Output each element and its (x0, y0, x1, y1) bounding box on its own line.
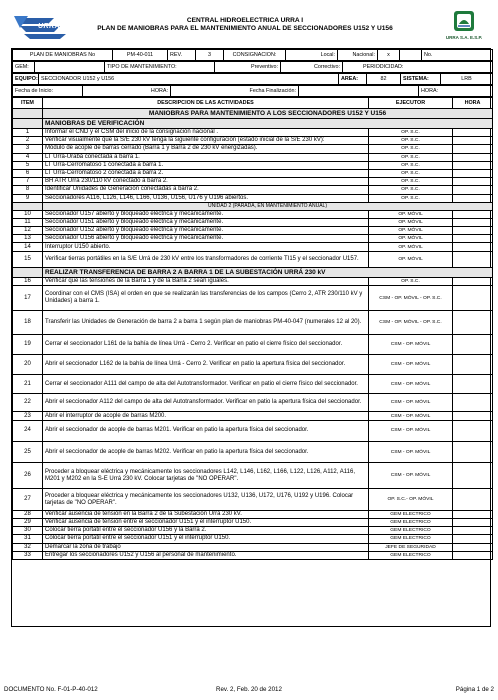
activity-number: 17 (13, 286, 43, 311)
activity-description: Verificar visualmente que la S/E 230 kV tenga la siguiente configuración (estado inicial de la S/E 230 kV): (43, 137, 369, 145)
activity-executor: OP. S.C. (369, 129, 453, 137)
company-seal (442, 10, 486, 44)
activity-description: Interruptor U150 abierto. (43, 243, 369, 251)
fecha-inicio-label: Fecha de Inicio: (13, 86, 83, 97)
activity-description: Abrir el seccionador de acople de barras M201. Verificar en patio la apertura física del seccionador. (43, 420, 369, 441)
activity-row (13, 355, 493, 375)
title-line-1: CENTRAL HIDROELECTRICA URRA I (186, 17, 304, 24)
activity-description: Verificar ausencia de tensión en la Barra 2 de la Subestación Urrá 230 kV. (43, 510, 369, 518)
activity-number: 19 (13, 335, 43, 355)
activity-row (13, 218, 493, 226)
activity-hour[interactable] (453, 145, 493, 153)
activity-row (13, 243, 493, 251)
activity-hour[interactable] (453, 235, 493, 243)
hora-label: HORA: (83, 86, 171, 97)
activity-hour[interactable] (453, 535, 493, 543)
consignacion-label: CONSIGNACION: (224, 50, 286, 61)
plan-label: PLAN DE MANIOBRAS No (13, 50, 113, 61)
activity-row (13, 186, 493, 194)
activity-number: 18 (13, 310, 43, 335)
activity-row (13, 210, 493, 218)
activity-row (13, 137, 493, 145)
activity-row (13, 153, 493, 161)
activity-description: Transferir las Unidades de Generación de barra 2 a barra 1 según plan de maniobras PM-40-047 (numerales 12 al 20). (43, 310, 369, 335)
activity-description: Abrir el seccionador L162 de la bahía de línea Urrá - Cerro 2. Verificar en patio la apertura física del seccionador. (43, 355, 369, 375)
activity-executor: CSM - OP. MÓVIL (369, 441, 453, 462)
activity-number: 14 (13, 243, 43, 251)
sistema-label: SISTEMA: (401, 74, 441, 85)
section-title: MANIOBRAS PARA MANTENIMIENTO A LOS SECCIONADORES U152 Y U156 (43, 109, 493, 119)
activity-number: 25 (13, 441, 43, 462)
activity-description: Demarcar la zona de trabajo (43, 543, 369, 551)
activity-hour[interactable] (453, 310, 493, 335)
activity-row (13, 169, 493, 177)
activity-description: LT Urrá-Cerromatoso 1 conectada a barra 1. (43, 161, 369, 169)
title-line-2: PLAN DE MANIOBRAS PARA EL MANTENIMIENTO ANUAL DE SECCIONADORES U152 Y U156 (97, 25, 393, 32)
section-header (13, 119, 493, 129)
activity-executor: OP. S.C. (369, 137, 453, 145)
activity-executor: CSM - OP. MÓVIL (369, 420, 453, 441)
activity-description: Verificar ausencia de tension entre el seccionador U151 y el interruptor U150. (43, 518, 369, 526)
activity-number: 5 (13, 161, 43, 169)
activity-executor: GEM ELECTRICO (369, 510, 453, 518)
activity-number: 26 (13, 463, 43, 489)
preventivo-label: Preventivo: (215, 62, 281, 73)
plan-value[interactable]: PM-40-011 (113, 50, 168, 61)
activity-executor: CSM - OP. MÓVIL (369, 412, 453, 420)
activity-executor: OP. S.C.- OP. MÓVIL (369, 489, 453, 510)
activity-description: Proceder a bloquear eléctrica y mecánicamente los seccionadores U132, U136, U172, U176, U192 y U196. Colocar tarjetas de "NO OPERAR". (43, 489, 369, 510)
activity-number: 11 (13, 218, 43, 226)
activity-row (13, 489, 493, 510)
activity-hour[interactable] (453, 518, 493, 526)
rev-label: REV. (168, 50, 196, 61)
activity-number: 30 (13, 527, 43, 535)
activity-description: Cerrar el seccionador A111 del campo de alta del Autotransformador. Verificar en patio el cierre físico del seccionador. (43, 374, 369, 394)
seal-text: URRA S.A. E.S.P. (445, 35, 483, 40)
activity-executor: OP. MÓVIL (369, 218, 453, 226)
activity-description: Seccionador U157 abierto y bloqueado eléctrica y mecánicamente. (43, 210, 369, 218)
activity-number: 15 (13, 251, 43, 267)
activity-executor: OP. MÓVIL (369, 227, 453, 235)
activity-executor: OP. S.C. (369, 278, 453, 286)
area-label: AREA: (339, 74, 367, 85)
activity-number: 8 (13, 186, 43, 194)
form-header (12, 49, 493, 61)
fecha-fin-label: Fecha Finalización: (171, 86, 299, 97)
activity-number: 16 (13, 278, 43, 286)
activity-hour[interactable] (453, 137, 493, 145)
activity-executor: CSM - OP. MÓVIL (369, 374, 453, 394)
activity-description: Cerrar el seccionador L161 de la bahía de línea Urrá - Cerro 2. Verificar en patio el cierre físico del seccionador. (43, 335, 369, 355)
activity-executor: OP. S.C. (369, 145, 453, 153)
area-value[interactable]: 82 (367, 74, 401, 85)
hora2-label: HORA: (419, 86, 493, 97)
activity-executor: JEFE DE SEGURIDAD (369, 543, 453, 551)
activity-hour[interactable] (453, 463, 493, 489)
activity-row (13, 235, 493, 243)
activity-description: Colocar tierra portatil entre el seccionador U151 y el interruptor U150. (43, 535, 369, 543)
activity-hour[interactable] (453, 194, 493, 202)
activity-number: 22 (13, 394, 43, 412)
activity-row (13, 510, 493, 518)
activity-executor: CSM - OP. MÓVIL (369, 335, 453, 355)
activity-row (13, 178, 493, 186)
activity-hour[interactable] (453, 218, 493, 226)
activity-hour[interactable] (453, 374, 493, 394)
activity-executor: OP. S.C. (369, 194, 453, 202)
activity-description: Verificar que las tensiones de la Barra 1 y de la Barra 2 sean iguales. (43, 278, 369, 286)
activity-description: Proceder a bloquear eléctrica y mecánicamente los seccionadores L142, L146, L162, L166, L122, L126, A112, A116, M201 y M202 en la S-E Urrá 230 kV. Colocar tarjetas de "NO OPERAR". (43, 463, 369, 489)
logo-text: URRA (38, 23, 61, 30)
activity-hour[interactable] (453, 551, 493, 559)
activity-description: Identificar Unidades de Generación conectadas a barra 2. (43, 186, 369, 194)
activity-row (13, 310, 493, 335)
activity-row (13, 441, 493, 462)
sistema-value[interactable]: LRB (441, 74, 493, 85)
activity-hour[interactable] (453, 129, 493, 137)
activity-number: 32 (13, 543, 43, 551)
activity-number: 10 (13, 210, 43, 218)
activity-number: 9 (13, 194, 43, 202)
section-header (13, 109, 493, 119)
activity-row (13, 194, 493, 202)
activity-hour[interactable] (453, 335, 493, 355)
activity-number: 20 (13, 355, 43, 375)
activity-row (13, 251, 493, 267)
col-desc: DESCRIPCION DE LAS ACTIVIDADES (43, 98, 369, 109)
activity-number: 13 (13, 235, 43, 243)
activity-row (13, 535, 493, 543)
activity-hour[interactable] (453, 243, 493, 251)
activity-row (13, 227, 493, 235)
activity-hour[interactable] (453, 543, 493, 551)
activity-description: Seccionador U152 abierto y bloqueado eléctrica y mecánicamente. (43, 227, 369, 235)
activity-row (13, 335, 493, 355)
activity-row (13, 463, 493, 489)
activity-executor: OP. S.C. (369, 169, 453, 177)
activity-hour[interactable] (453, 510, 493, 518)
activity-hour[interactable] (453, 489, 493, 510)
activity-description: Abrir el seccionador A112 del campo de alta del Autotransformador. Verificar en patio la apertura física del seccionador. (43, 394, 369, 412)
activity-hour[interactable] (453, 161, 493, 169)
activity-executor: GEM ELECTRICO (369, 535, 453, 543)
activity-executor: OP. S.C. (369, 178, 453, 186)
section-title: REALIZAR TRANSFERENCIA DE BARRA 2 A BARRA 1 DE LA SUBESTACIÓN URRÁ 230 kV (43, 268, 493, 278)
nacional-label: Nacional: (338, 50, 378, 61)
activity-hour[interactable] (453, 251, 493, 267)
activity-executor: OP. MÓVIL (369, 243, 453, 251)
activity-hour[interactable] (453, 412, 493, 420)
activity-hour[interactable] (453, 227, 493, 235)
activity-description: Seccionador U156 abierto y bloqueado eléctrica y mecánicamente. (43, 235, 369, 243)
activity-description: Informar el CND y el CSM del inicio de la consignación nacional . (43, 129, 369, 137)
activity-description: LT Urrá-Cerromatoso 2 conectada a barra 2. (43, 169, 369, 177)
activity-number: 31 (13, 535, 43, 543)
activity-row (13, 374, 493, 394)
activity-row (13, 129, 493, 137)
activity-executor: CSM - OP. MÓVIL (369, 463, 453, 489)
activity-row (13, 412, 493, 420)
activity-number: 12 (13, 227, 43, 235)
no-label: No. (422, 50, 493, 61)
activity-number: 3 (13, 145, 43, 153)
activity-row (13, 161, 493, 169)
activity-row (13, 145, 493, 153)
activity-executor: CSM - OP. MÓVIL - OP. S.C. (369, 286, 453, 311)
activity-description: BH ATR Urrá 230/110 kV conectado a barra 2. (43, 178, 369, 186)
activity-row (13, 420, 493, 441)
activity-hour[interactable] (453, 178, 493, 186)
activity-hour[interactable] (453, 210, 493, 218)
activity-row (13, 394, 493, 412)
activity-hour[interactable] (453, 278, 493, 286)
activity-hour[interactable] (453, 355, 493, 375)
activity-number: 1 (13, 129, 43, 137)
activity-description: Seccionadores A116, L126, L146, L166, U136, U156, U176 y U196 abiertos. (43, 194, 369, 202)
activity-row (13, 551, 493, 559)
activity-description: Módulo de acople de barras cerrado (Barra 1 y Barra 2 de 230 kV energizadas). (43, 145, 369, 153)
periodicidad-label: PERIODICIDAD: (343, 62, 493, 73)
activity-executor: GEM ELECTRICO (369, 551, 453, 559)
activity-hour[interactable] (453, 527, 493, 535)
activity-hour[interactable] (453, 286, 493, 311)
company-logo (14, 14, 72, 40)
activity-row (13, 527, 493, 535)
activity-executor: OP. MÓVIL (369, 210, 453, 218)
subsection-title: UNIDAD 2 (PARADA, EN MANTENIMIENTO ANUAL) (43, 202, 493, 210)
activity-executor: OP. S.C. (369, 161, 453, 169)
activity-description: Entregar los seccionadores U152 y U156 al personal de mantenimiento. (43, 551, 369, 559)
activity-number: 2 (13, 137, 43, 145)
col-item: ITEM (13, 98, 43, 109)
equipo-label: EQUIPO: (13, 74, 39, 85)
activity-executor: GEM ELECTRICO (369, 527, 453, 535)
activity-number: 21 (13, 374, 43, 394)
activity-hour[interactable] (453, 420, 493, 441)
activity-executor: OP. S.C. (369, 153, 453, 161)
activity-number: 28 (13, 510, 43, 518)
activity-description: Coordinar con el CMS (ISA) el orden en que se realizarán las transferencias de los campos (Cerro 2, ATR 230/110 kV y Unidades) a barra 1. (43, 286, 369, 311)
activity-number: 7 (13, 178, 43, 186)
local-label: Local: (286, 50, 338, 61)
subsection-header (13, 202, 493, 210)
activity-number: 27 (13, 489, 43, 510)
activity-description: LT Urrá-Urabá conectada a barra 1. (43, 153, 369, 161)
footer-doc: DOCUMENTO No. F-01-P-40-012 (4, 686, 98, 693)
activity-executor: CSM - OP. MÓVIL (369, 394, 453, 412)
activity-executor: OP. S.C. (369, 186, 453, 194)
tipo-label: TIPO DE MANTENIMIENTO: (105, 62, 215, 73)
activity-executor: CSM - OP. MÓVIL (369, 355, 453, 375)
activity-hour[interactable] (453, 153, 493, 161)
gem-label: GEM: (13, 62, 35, 73)
activity-description: Abrir el interruptor de acople de barras M200. (43, 412, 369, 420)
activity-executor: OP. MÓVIL (369, 235, 453, 243)
activity-number: 33 (13, 551, 43, 559)
nacional-value[interactable]: x (378, 50, 400, 61)
rev-value[interactable]: 3 (196, 50, 224, 61)
activity-number: 24 (13, 420, 43, 441)
col-hora: HORA (453, 98, 493, 109)
footer-rev: Rev. 2, Feb. 20 de 2012 (216, 686, 282, 693)
activity-description: Seccionador U151 abierto y bloqueado eléctrica y mecánicamente. (43, 218, 369, 226)
col-ejecutor: EJECUTOR (369, 98, 453, 109)
activity-row (13, 278, 493, 286)
activity-hour[interactable] (453, 169, 493, 177)
activity-row (13, 518, 493, 526)
form-frame (11, 48, 491, 627)
equipo-value[interactable]: SECCIONADOR U152 y U156 (39, 74, 339, 85)
activities-table (12, 97, 493, 560)
activity-number: 4 (13, 153, 43, 161)
activity-number: 6 (13, 169, 43, 177)
activity-executor: GEM ELECTRICO (369, 518, 453, 526)
activity-hour[interactable] (453, 441, 493, 462)
activity-description: Colocar tierra portatil entre el seccionador U156 y la Barra 2. (43, 527, 369, 535)
activity-description: Verificar tierras portátiles en la S/E Urrá de 230 kV entre los transformadores de corriente TI15 y el seccionador U157. (43, 251, 369, 267)
activity-executor: CSM - OP. MÓVIL - OP. S.C. (369, 310, 453, 335)
section-header (13, 268, 493, 278)
section-title: MANIOBRAS DE VERIFICACIÓN (43, 119, 493, 129)
activity-hour[interactable] (453, 394, 493, 412)
activity-description: Abrir el seccionador de acople de barras M202. Verificar en patio la apertura física del seccionador. (43, 441, 369, 462)
activity-row (13, 286, 493, 311)
activity-row (13, 543, 493, 551)
footer-page: Página 1 de 2 (455, 686, 494, 693)
activity-number: 23 (13, 412, 43, 420)
document-title (80, 17, 410, 33)
activity-executor: OP. MÓVIL (369, 251, 453, 267)
correctivo-label: Correctivo: (281, 62, 343, 73)
activity-number: 29 (13, 518, 43, 526)
activity-hour[interactable] (453, 186, 493, 194)
